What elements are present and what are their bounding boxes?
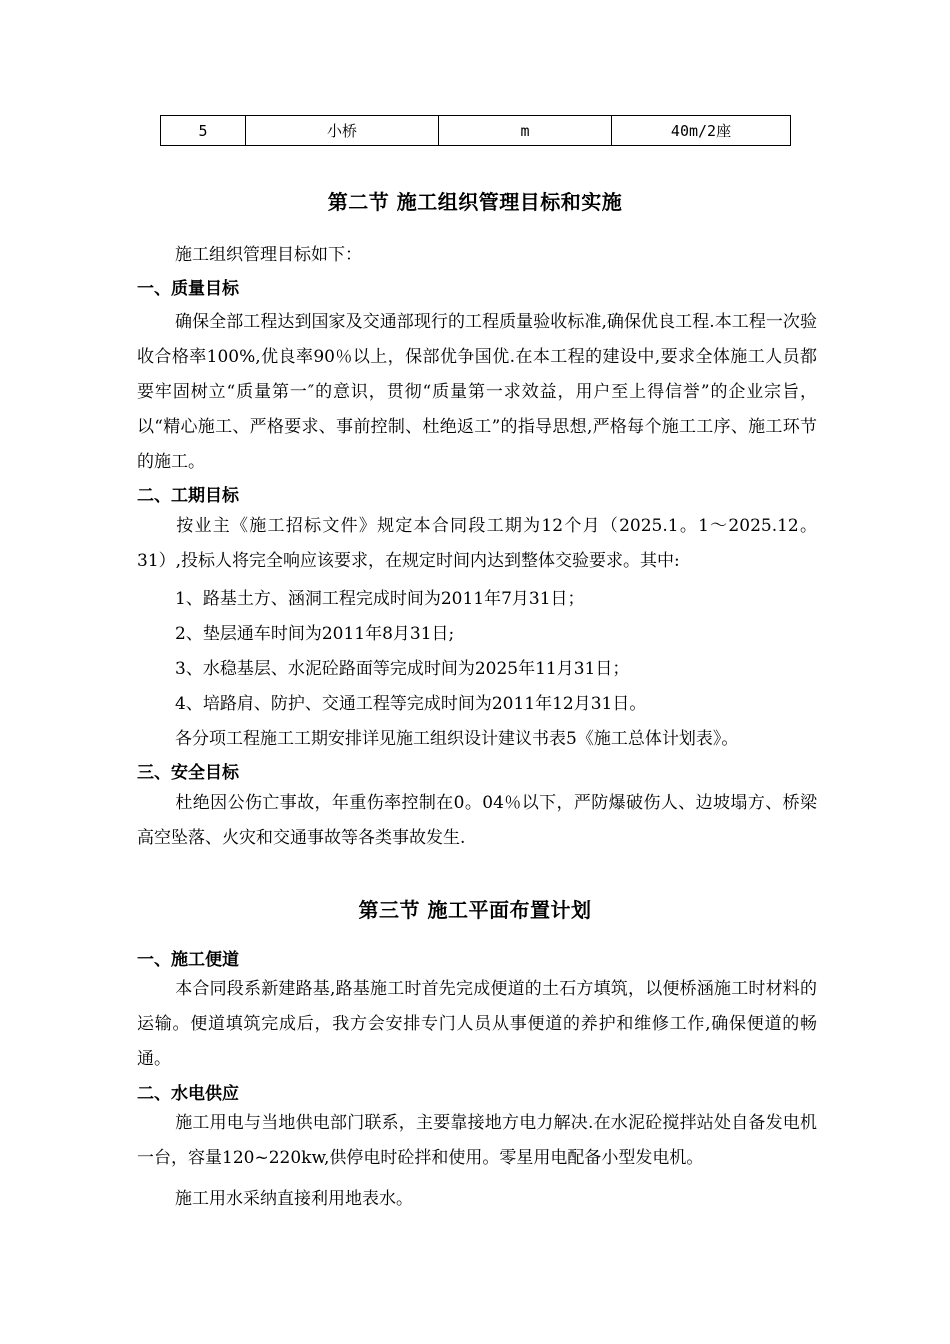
schedule-text: 按业主《施工招标文件》规定本合同段工期为12个月（2025.1。1～2025.12。31）,投标人将完全响应该要求，在规定时间内达到整体交验要求。其中: bbox=[137, 516, 817, 571]
quantity-table bbox=[160, 115, 791, 146]
road-text: 本合同段系新建路基,路基施工时首先完成便道的土石方填筑，以便桥涵施工时材料的运输。便道填筑完成后，我方会安排专门人员从事便道的养护和维修工作,确保便道的畅通。 bbox=[137, 979, 817, 1069]
power-text: 施工用电与当地供电部门联系，主要靠接地方电力解决.在水泥砼搅拌站处自备发电机一台，容量120~220kw,供停电时砼拌和使用。零星用电配备小型发电机。 bbox=[137, 1113, 817, 1168]
table-row bbox=[161, 116, 791, 146]
quality-heading: 一、质量目标 bbox=[137, 279, 239, 299]
safety-heading: 三、安全目标 bbox=[137, 763, 239, 783]
schedule-heading: 二、工期目标 bbox=[137, 486, 239, 506]
road-paragraph bbox=[137, 972, 817, 1077]
schedule-note: 各分项工程施工工期安排详见施工组织设计建议书表5《施工总体计划表》。 bbox=[175, 729, 739, 749]
quality-text: 确保全部工程达到国家及交通部现行的工程质量验收标准,确保优良工程.本工程一次验收合格率100%,优良率90％以上，保部优争国优.在本工程的建设中,要求全体施工人员都要牢固树立“质量第一″的意识，贯彻“质量第一求效益，用户至上得信誉”的企业宗旨，以“精心施工、严格要求、事前控制、杜绝返工”的指导思想,严格每个施工工序、施工环节的施工。 bbox=[137, 312, 817, 472]
schedule-item: 1、路基土方、涵洞工程完成时间为2011年7月31日； bbox=[175, 589, 585, 609]
table-cell-item: 小桥 bbox=[246, 116, 439, 146]
section2-intro: 施工组织管理目标如下： bbox=[175, 245, 362, 265]
table-cell-quantity: 40m/2座 bbox=[612, 116, 791, 146]
quality-paragraph bbox=[137, 305, 817, 480]
schedule-item: 3、水稳基层、水泥砼路面等完成时间为2025年11月31日； bbox=[175, 659, 630, 679]
table-cell-index: 5 bbox=[161, 116, 246, 146]
safety-paragraph bbox=[137, 786, 817, 856]
schedule-item: 2、垫层通车时间为2011年8月31日; bbox=[175, 624, 455, 644]
power-heading: 二、水电供应 bbox=[137, 1084, 239, 1104]
water-text: 施工用水采纳直接利用地表水。 bbox=[175, 1189, 413, 1209]
table-cell-unit: m bbox=[439, 116, 612, 146]
schedule-item: 4、培路肩、防护、交通工程等完成时间为2011年12月31日。 bbox=[175, 694, 647, 714]
section2-title: 第二节 施工组织管理目标和实施 bbox=[327, 190, 623, 214]
power-paragraph bbox=[137, 1106, 817, 1176]
road-heading: 一、施工便道 bbox=[137, 950, 239, 970]
safety-text: 杜绝因公伤亡事故，年重伤率控制在0。04％以下，严防爆破伤人、边坡塌方、桥梁高空坠落、火灾和交通事故等各类事故发生. bbox=[137, 793, 817, 848]
schedule-paragraph bbox=[137, 509, 817, 579]
section3-title: 第三节 施工平面布置计划 bbox=[358, 898, 592, 922]
